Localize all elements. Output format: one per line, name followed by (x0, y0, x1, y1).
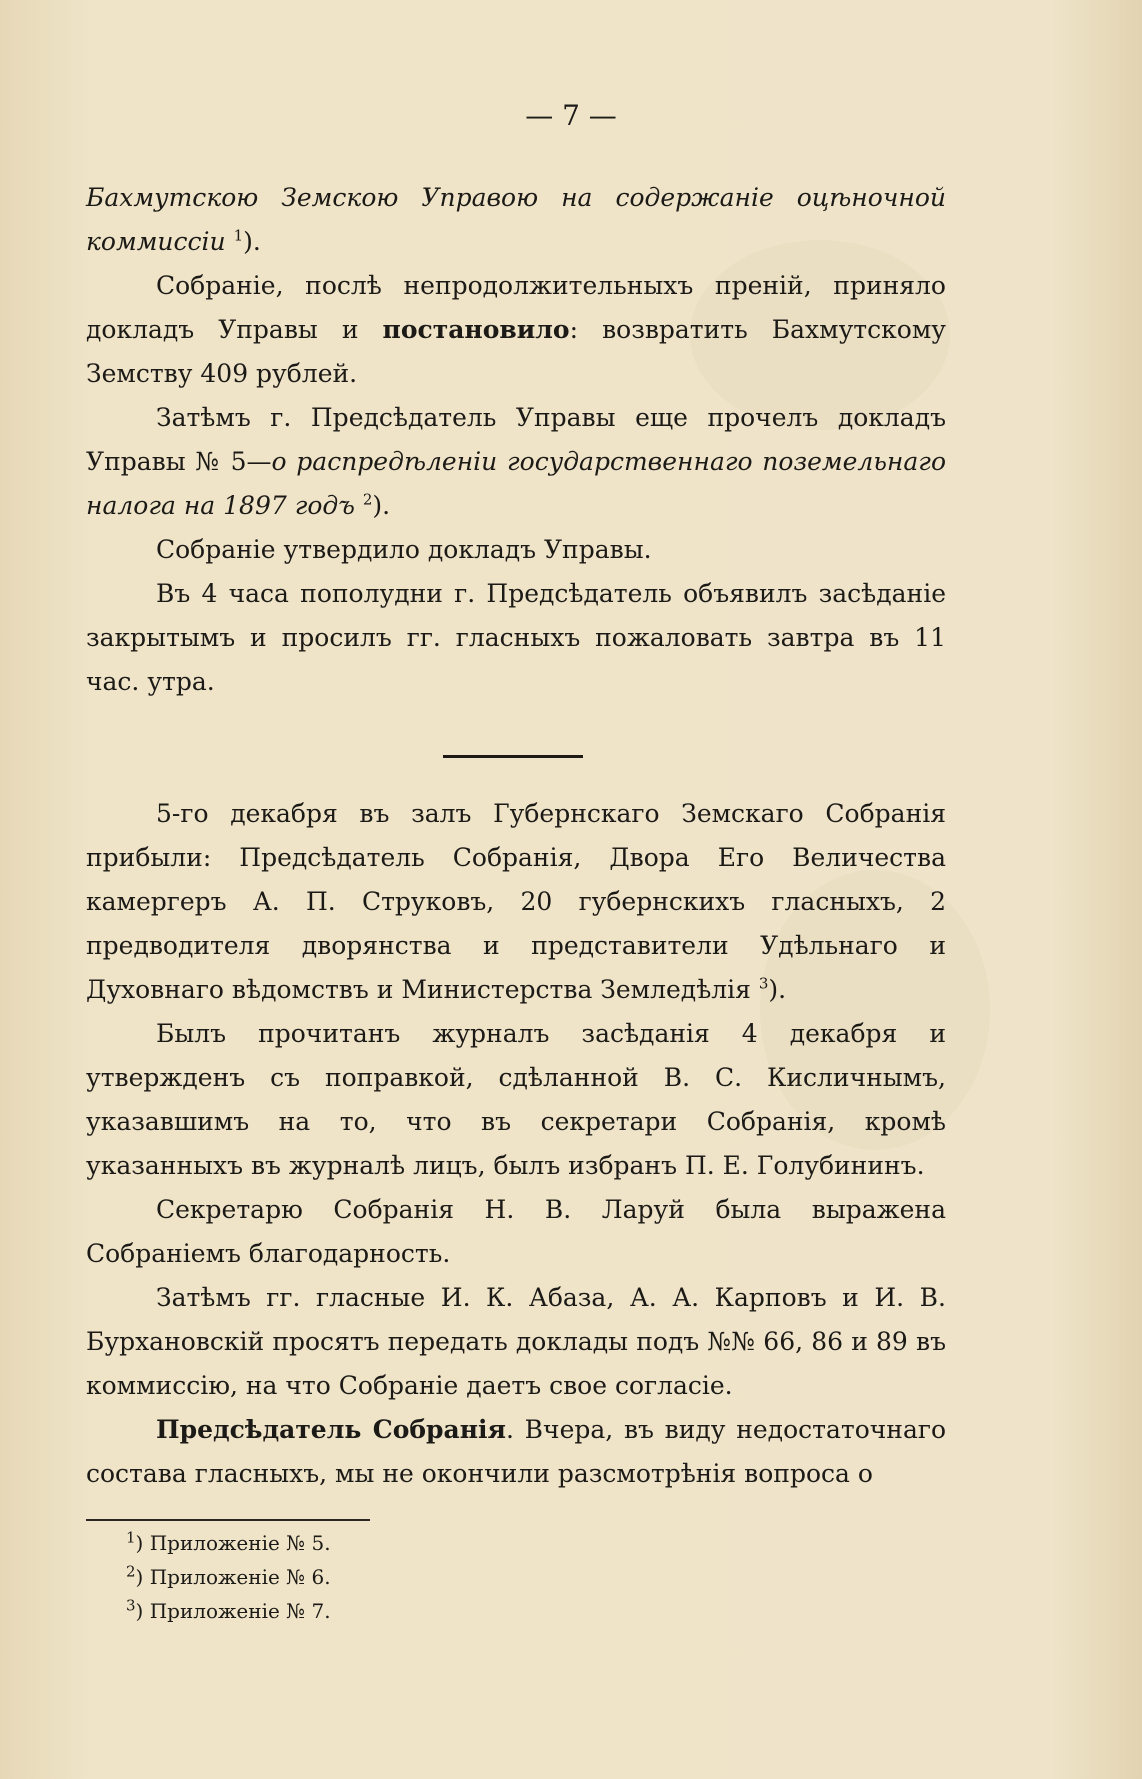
footnotes (126, 1526, 331, 1628)
footnote-ref-2: 2 (362, 490, 373, 509)
paragraph-tail: ). (768, 975, 787, 1004)
section-divider (443, 755, 583, 758)
paragraph-journal-read: Былъ прочитанъ журналъ засѣданія 4 декабря и утвержденъ съ поправкой, сдѣланной В. С. Кисличнымъ, указавшимъ на то, что въ секретари Собранія, кромѣ указанныхъ въ журналѣ лицъ, былъ избранъ П. Е. Голубининъ. (86, 1019, 946, 1180)
footnote-text: ) Приложеніе № 5. (135, 1531, 331, 1555)
resolution-text-before: Собраніе, послѣ непродолжительныхъ преній, приняло докладъ Управы и (86, 271, 946, 344)
resolution-emphasis: постановило (382, 315, 570, 344)
paragraph-tail: ). (372, 491, 391, 520)
resolution-text-after: : возвратить Бахмутскому Земству 409 рублей. (86, 315, 946, 388)
paragraph-december-fifth (86, 792, 946, 1012)
lower-text-block (86, 792, 946, 1496)
footnote-item (126, 1526, 331, 1560)
footnote-mark: 1 (126, 1528, 136, 1547)
footnote-ref-1: 1 (233, 226, 244, 245)
speaker-name: Предсѣдатель Собранія (156, 1415, 506, 1444)
paragraph-report-five (86, 396, 946, 528)
report-five-text: Затѣмъ г. Предсѣдатель Управы еще прочелъ докладъ Управы № 5— (86, 403, 946, 476)
paragraph-reports-commission: Затѣмъ гг. гласные И. К. Абаза, А. А. Карповъ и И. В. Бурхановскій просятъ передать доклады подъ №№ 66, 86 и 89 въ коммиссію, на что Собраніе даетъ свое согласіе. (86, 1283, 946, 1400)
footnote-item (126, 1560, 331, 1594)
footnote-separator (86, 1519, 370, 1521)
december-fifth-text: 5-го декабря въ залъ Губернскаго Земскаго Собранія прибыли: Предсѣдатель Собранія, Двора Его Величества камергеръ А. П. Струковъ, 20 губернскихъ гласныхъ, 2 предводителя дворянства и представители Удѣльнаго и Духовнаго вѣдомствъ и Министерства Земледѣлія (86, 799, 946, 1004)
footnote-mark: 2 (126, 1562, 136, 1581)
paragraph-resolution (86, 264, 946, 396)
speech-text: . Вчера, въ виду недостаточнаго состава гласныхъ, мы не окончили разсмотрѣнія вопроса о (86, 1415, 946, 1488)
footnote-mark: 3 (126, 1596, 136, 1615)
paragraph-tail: ). (243, 227, 261, 256)
paragraph-commission (86, 176, 946, 264)
paragraph-secretary-thanks: Секретарю Собранія Н. В. Ларуй была выражена Собраніемъ благодарность. (86, 1195, 946, 1268)
paragraph-chairman-speech (86, 1408, 946, 1496)
footnote-text: ) Приложеніе № 6. (135, 1565, 331, 1589)
upper-text-block (86, 176, 946, 704)
page-number: — 7 — (525, 99, 617, 132)
footnote-item (126, 1594, 331, 1628)
footnote-ref-3: 3 (758, 974, 769, 993)
report-five-italic: о распредѣленіи государственнаго поземельнаго налога на 1897 годъ (86, 447, 946, 520)
commission-italic-text: Бахмутскою Земскою Управою на содержаніе оцѣночной коммиссіи (86, 183, 946, 256)
paragraph-approval: Собраніе утвердило докладъ Управы. (156, 535, 652, 564)
paragraph-session-closed: Въ 4 часа пополудни г. Предсѣдатель объявилъ засѣданіе закрытымъ и просилъ гг. гласныхъ пожаловать завтра въ 11 час. утра. (86, 579, 946, 696)
footnote-text: ) Приложеніе № 7. (135, 1599, 331, 1623)
